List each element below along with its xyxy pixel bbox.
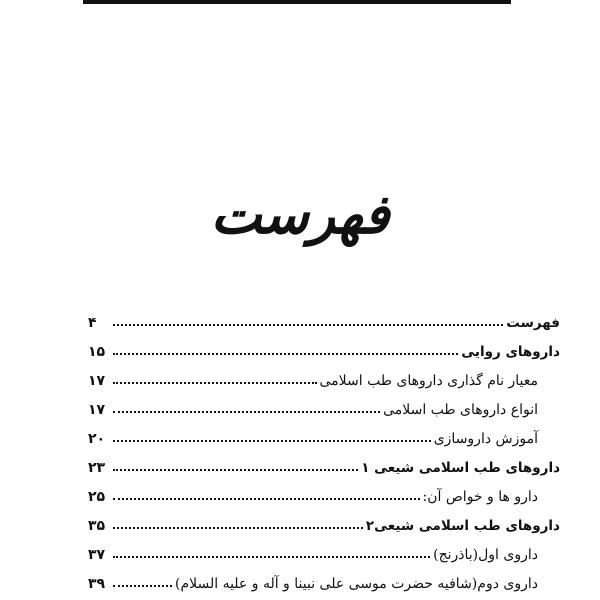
page-title: فهرست — [210, 182, 390, 246]
top-rule — [83, 0, 511, 4]
toc-entry-title: فهرست — [506, 315, 560, 331]
dot-leader — [113, 411, 380, 413]
toc-row — [88, 477, 560, 505]
toc-row — [88, 303, 560, 331]
table-of-contents — [0, 303, 600, 600]
toc-row — [88, 390, 560, 418]
toc-row — [88, 419, 560, 447]
toc-row — [88, 448, 560, 476]
toc-row — [88, 564, 560, 592]
dot-leader — [113, 469, 358, 471]
toc-row — [88, 535, 560, 563]
dot-leader — [113, 556, 430, 558]
dot-leader — [113, 353, 458, 355]
toc-page-number: ۳۷ — [88, 547, 106, 563]
toc-page-number: ۲۵ — [88, 489, 106, 505]
toc-row — [88, 361, 560, 389]
dot-leader — [113, 527, 363, 529]
toc-page-number: ۱۷ — [88, 373, 106, 389]
dot-leader — [113, 324, 503, 326]
toc-entry-title: معیار نام گذاری داروهای طب اسلامی — [319, 373, 538, 389]
toc-entry-title: داروهای طب اسلامی شیعی ۱ — [361, 460, 560, 476]
toc-entry-title: دارو ها و خواص آن: — [422, 489, 538, 505]
dot-leader — [113, 440, 431, 442]
toc-row — [88, 506, 560, 534]
toc-page-number: ۲۰ — [88, 431, 106, 447]
toc-entry-title: داروهای طب اسلامی شیعی۲ — [365, 518, 560, 534]
toc-entry-title: داروی دوم(شافیه حضرت موسی علی نبینا و آله و علیه السلام) — [174, 576, 538, 592]
dot-leader — [113, 585, 172, 587]
toc-page-number: ۱۷ — [88, 402, 106, 418]
toc-page-number: ۲۳ — [88, 460, 106, 476]
toc-entry-title: داروی اول(باذرنج) — [433, 547, 538, 563]
toc-page-number: ۴ — [88, 315, 97, 331]
toc-page-number: ۳۵ — [88, 518, 106, 534]
toc-entry-title: داروهای روایی — [461, 344, 560, 360]
dot-leader — [113, 498, 420, 500]
toc-page-number: ۳۹ — [88, 576, 106, 592]
toc-row — [88, 332, 560, 360]
toc-entry-title: انواع داروهای طب اسلامی — [383, 402, 538, 418]
dot-leader — [113, 382, 317, 384]
toc-entry-title: آموزش داروسازی — [433, 431, 538, 447]
toc-page-number: ۱۵ — [88, 344, 106, 360]
